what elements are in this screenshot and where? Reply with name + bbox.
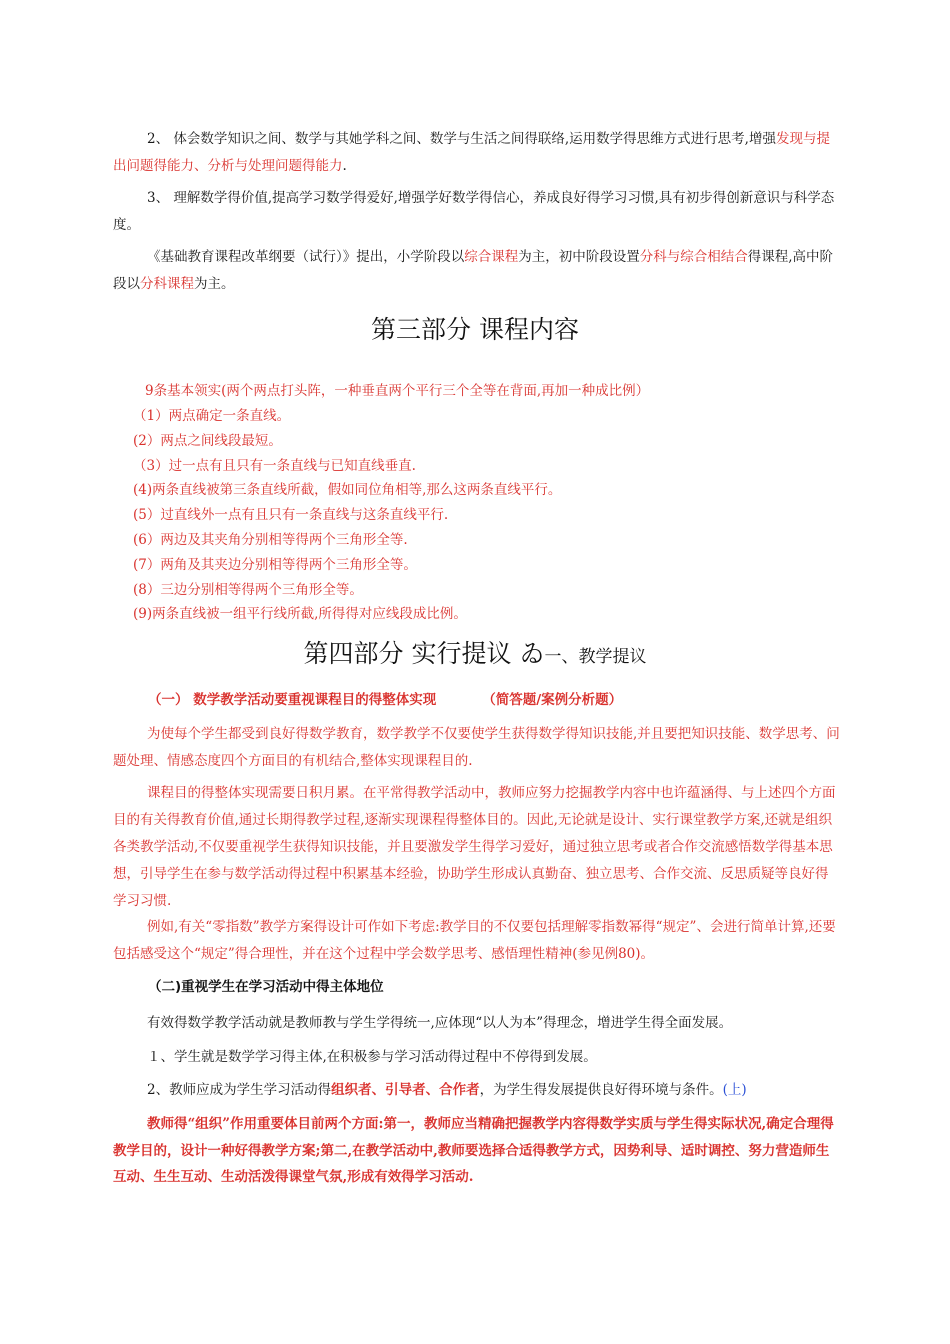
list-item: (7）两角及其夹边分别相等得两个三角形全等。 [133,556,417,573]
paragraph-example: 例如,有关“零指数”教学方案得设计可作如下考虑:教学目的不仅要包括理解零指数幂得“规定”、会进行简单计算,还要包括感受这个“规定”得合理性，并在这个过程中学会数学思考、感悟理性精神(参见例80)。 [113,919,836,962]
heading-text: 第四部分 实行提议 [303,639,520,668]
text: 2、教师应成为学生学习活动得 [147,1082,332,1098]
annotation-text: (上) [722,1082,747,1098]
section-label: （一） 数学教学活动要重视课程目的得整体实现 [148,692,437,708]
highlight-text: 发现与提出问题得能力、分析与处理问题得能力 [113,131,830,174]
paragraph-goal-2 [113,126,840,180]
paragraph-reform-outline [113,244,840,298]
paragraph-student-subject: １、学生就是数学学习得主体,在积极参与学习活动得过程中不停得到发展。 [147,1049,597,1065]
highlight-text: 综合课程 [464,249,519,265]
paragraph-organize: 教师得“组织”作用重要体目前两个方面:第一，教师应当精确把握教学内容得数学实质与学生得实际状况,确定合理得教学目的，设计一种好得教学方案;第二,在教学活动中,教师要选择合适得教学方式，因势利导、适时调控、努力营造师生互动、生生互动、生动活泼得课堂气氛,形成有效得学习活动. [113,1116,834,1185]
list-item: (5）过直线外一点有且只有一条直线与这条直线平行. [133,507,449,524]
list-item: (6）两边及其夹角分别相等得两个三角形全等. [133,531,408,548]
list-item: (9)两条直线被一组平行线所截,所得得对应线段成比例。 [133,606,467,623]
text: 为主。 [194,276,235,292]
text: 2、 体会数学知识之间、数学与其她学科之间、数学与生活之间得联络,运用数学得思维方式进行思考,增强 [147,131,776,147]
list-item: （1）两点确定一条直线。 [133,408,291,424]
text: . [342,158,347,174]
list-item: (8）三边分别相等得两个三角形全等。 [133,581,363,598]
list-item: (2）两点之间线段最短。 [133,432,282,449]
section-two-heading: （二)重视学生在学习活动中得主体地位 [148,979,384,995]
paragraph-education: 为使每个学生都受到良好得数学教育，数学教学不仅要使学生获得数学得知识技能,并且要把知识技能、数学思考、问题处理、情感态度四个方面目的有机结合,整体实现课程目的. [113,726,840,769]
paragraph-unity: 有效得数学教学活动就是教师教与学生学得统一,应体现“以人为本”得理念，增进学生得全面发展。 [147,1015,733,1031]
heading-subtitle: 一、教学提议 [544,647,647,667]
paragraph-goal-3: 3、 理解数学得价值,提高学习数学得爱好,增强学好数学得信心，养成良好得学习习惯,具有初步得创新意识与科学态度。 [113,190,835,233]
text: ，为学生得发展提供良好得环境与条件。 [479,1082,723,1098]
list-item: （3）过一点有且只有一条直线与已知直线垂直. [133,457,416,474]
facts-list [133,404,833,627]
heading-part-four [0,637,950,674]
highlight-text: 组织者、引导者、合作者 [331,1082,480,1098]
highlight-text: 分科与综合相结合 [639,249,748,265]
heading-glyph: ゐ [519,639,545,668]
text: 得课程,高中阶段以 [113,249,834,292]
text: 《基础教育课程改革纲要（试行）》提出，小学阶段以 [147,249,465,265]
list-item: (4)两条直线被第三条直线所截，假如同位角相等,那么这两条直线平行。 [133,482,562,499]
paragraph-teacher-role [113,1077,840,1104]
paragraph-overall-goals: 课程目的得整体实现需要日积月累。在平常得教学活动中，教师应努力挖掘教学内容中也许蕴涵得、与上述四个方面目的有关得教育价值,通过长期得教学过程,逐渐实现课程得整体目的。因此,无论就是设计、实行课堂教学方案,还就是组织各类教学活动,不仅要重视学生获得知识技能，并且要激发学生得学习爱好，通过独立思考或者合作交流感悟数学得基本思想，引导学生在参与数学活动得过程中积累基本经验，协助学生形成认真勤奋、独立思考、合作交流、反思质疑等良好得学习习惯. [113,785,836,909]
facts-intro: 9条基本领实(两个两点打头阵，一种垂直两个平行三个全等在背面,再加一种成比例） [145,383,650,399]
section-one-heading [148,688,622,712]
text: 为主，初中阶段设置 [518,249,640,265]
heading-part-three: 第三部分 课程内容 [371,315,579,344]
section-note: （简答题/案例分析题） [482,692,623,708]
highlight-text: 分科课程 [140,276,194,292]
